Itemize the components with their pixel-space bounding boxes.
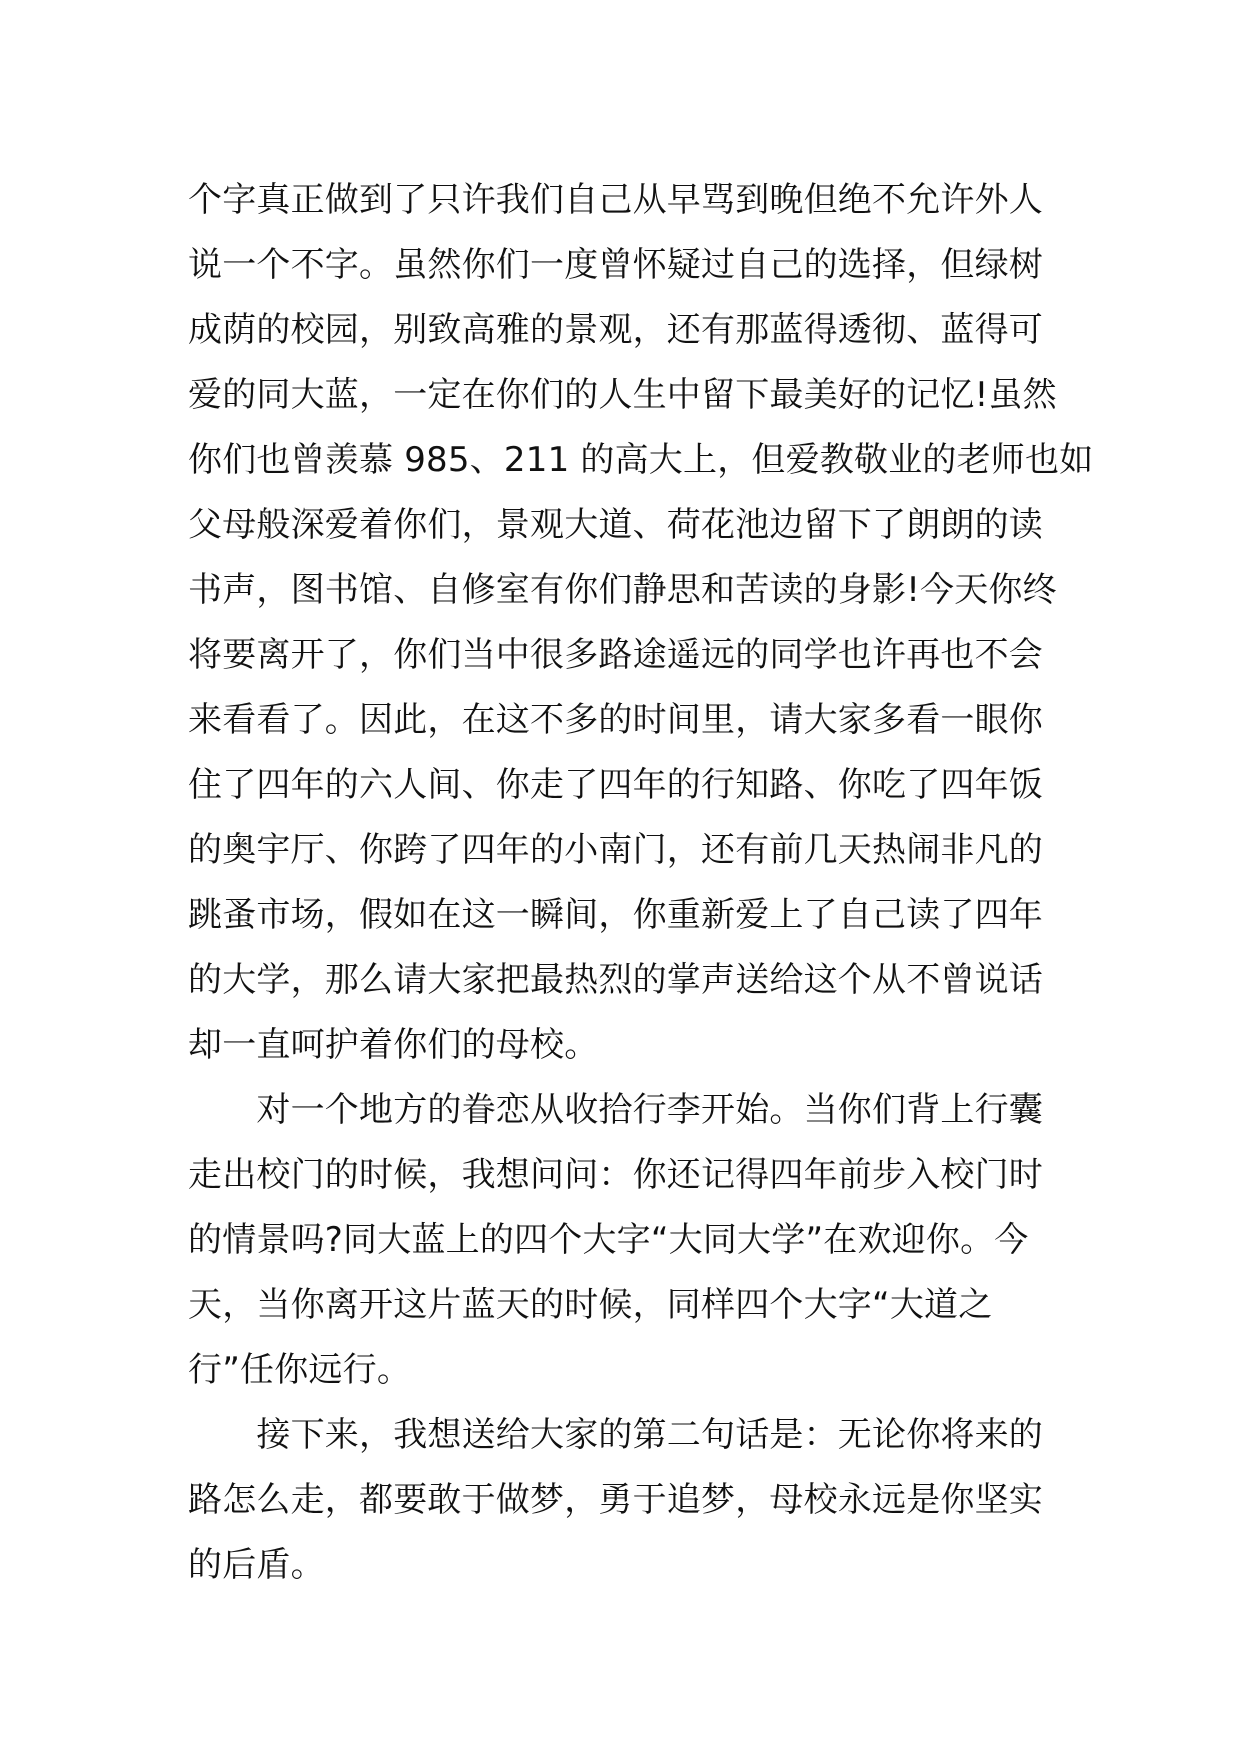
text-line: 将要离开了，你们当中很多路途遥远的同学也许再也不会 xyxy=(188,635,1043,675)
text-line: 却一直呵护着你们的母校。 xyxy=(188,1025,599,1065)
text-line: 路怎么走，都要敢于做梦，勇于追梦，母校永远是你坚实 xyxy=(188,1480,1043,1520)
text-line: 行”任你远行。 xyxy=(188,1350,412,1390)
text-line: 的大学，那么请大家把最热烈的掌声送给这个从不曾说话 xyxy=(188,960,1043,1000)
text-line: 的后盾。 xyxy=(188,1545,325,1585)
text-line: 成荫的校园，别致高雅的景观，还有那蓝得透彻、蓝得可 xyxy=(188,310,1043,350)
text-line: 来看看了。因此，在这不多的时间里，请大家多看一眼你 xyxy=(188,700,1043,740)
text-line: 书声，图书馆、自修室有你们静思和苦读的身影!今天你终 xyxy=(188,570,1057,610)
text-line: 接下来，我想送给大家的第二句话是：无论你将来的 xyxy=(188,1415,1043,1455)
text-line: 天，当你离开这片蓝天的时候，同样四个大字“大道之 xyxy=(188,1285,993,1325)
text-line: 个字真正做到了只许我们自己从早骂到晚但绝不允许外人 xyxy=(188,180,1043,220)
text-line: 跳蚤市场，假如在这一瞬间，你重新爱上了自己读了四年 xyxy=(188,895,1043,935)
text-line: 的情景吗?同大蓝上的四个大字“大同大学”在欢迎你。今 xyxy=(188,1220,1029,1260)
document-body xyxy=(188,168,1094,1598)
text-line: 你们也曾羡慕 985、211 的高大上，但爱教敬业的老师也如 xyxy=(188,440,1094,480)
text-line: 说一个不字。虽然你们一度曾怀疑过自己的选择，但绿树 xyxy=(188,245,1043,285)
text-line: 走出校门的时候，我想问问：你还记得四年前步入校门时 xyxy=(188,1155,1043,1195)
text-line: 爱的同大蓝，一定在你们的人生中留下最美好的记忆!虽然 xyxy=(188,375,1057,415)
text-line: 父母般深爱着你们，景观大道、荷花池边留下了朗朗的读 xyxy=(188,505,1043,545)
text-line: 住了四年的六人间、你走了四年的行知路、你吃了四年饭 xyxy=(188,765,1043,805)
text-line: 对一个地方的眷恋从收拾行李开始。当你们背上行囊 xyxy=(188,1090,1043,1130)
text-line: 的奥宇厅、你跨了四年的小南门，还有前几天热闹非凡的 xyxy=(188,830,1043,870)
